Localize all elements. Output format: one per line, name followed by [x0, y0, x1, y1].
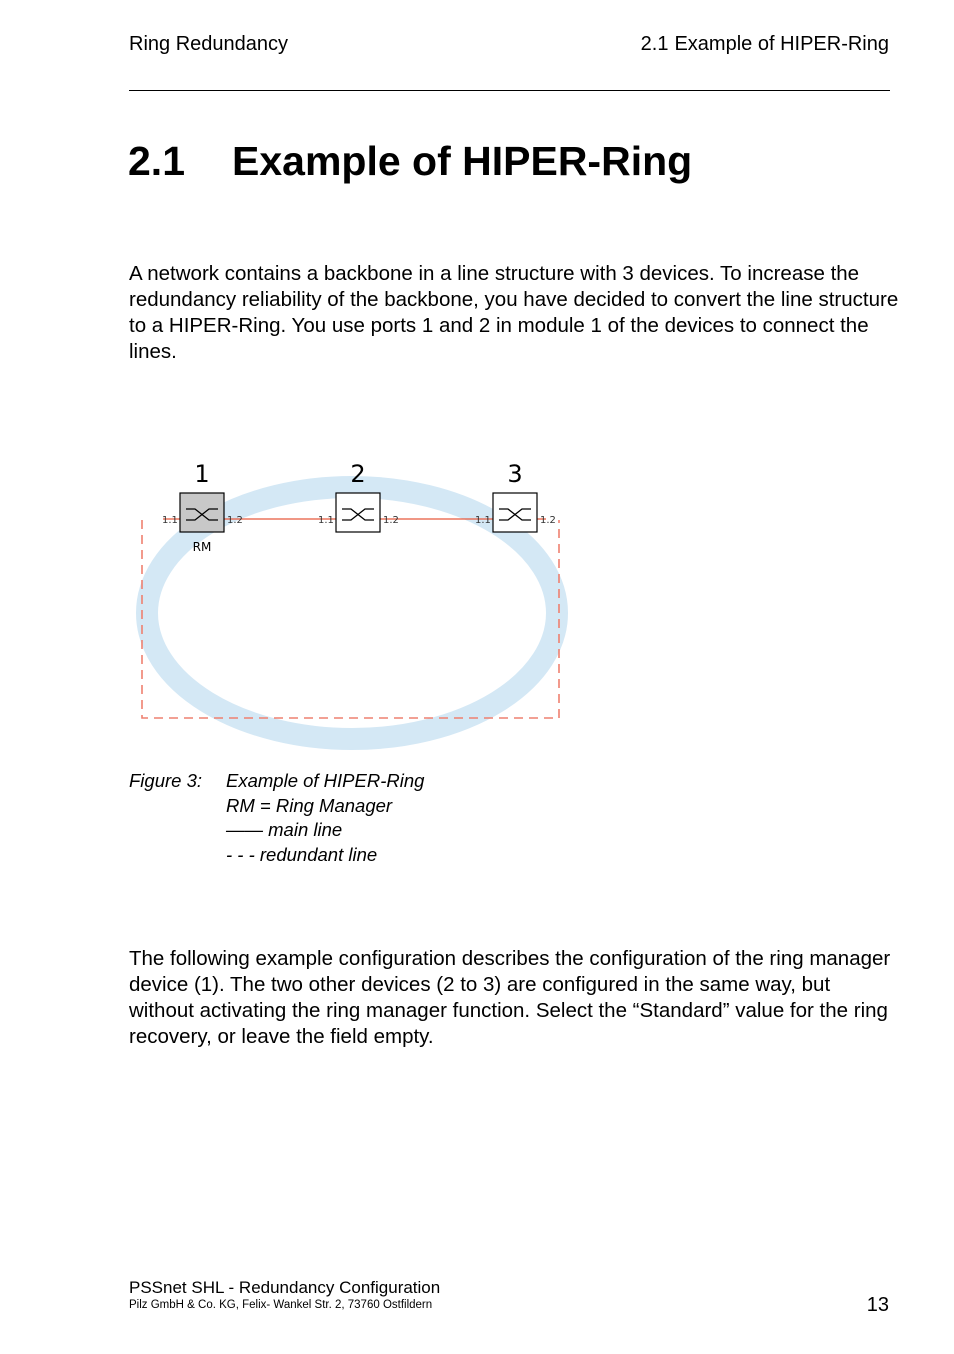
- device-2-switch-box: [336, 493, 380, 532]
- device-3-number: 3: [507, 460, 523, 488]
- device-3-switch-box: [493, 493, 537, 532]
- device-3-port-left: 1.1: [475, 515, 491, 526]
- device-1-port-right: 1.2: [227, 515, 243, 526]
- ring-manager-tag: RM: [192, 540, 212, 554]
- figure-caption-legend-main-line: —— main line: [226, 819, 343, 840]
- figure-caption-title: Example of HIPER-Ring: [226, 770, 425, 791]
- page-number: 13: [866, 1294, 889, 1316]
- page-title-number: 2.1: [128, 138, 185, 184]
- device-3: [475, 460, 556, 532]
- hiper-ring-diagram: [128, 450, 578, 755]
- device-3-port-right: 1.2: [540, 515, 556, 526]
- running-header-section: [641, 33, 889, 56]
- device-1-switch-box: [180, 493, 224, 532]
- figure-caption-lines: [226, 769, 424, 867]
- figure-caption-label: Figure 3:: [129, 770, 203, 791]
- figure-caption-legend-rm: RM = Ring Manager: [226, 794, 393, 816]
- device-2-port-left: 1.1: [318, 515, 334, 526]
- page-title: [128, 138, 692, 185]
- device-2-port-right: 1.2: [383, 515, 399, 526]
- running-header-chapter: Ring Redundancy: [129, 33, 288, 55]
- config-paragraph: The following example configuration describes the configuration of the ring manager device (1). The two other devices (2 to 3) are configured in the same way, but without activating the ring manager function. Select the “Standard” value for the ring recovery, or leave the field empty.: [129, 947, 891, 1048]
- running-header-section-title: Example of HIPER-Ring: [674, 33, 889, 55]
- header-divider: [129, 90, 890, 91]
- intro-paragraph: A network contains a backbone in a line structure with 3 devices. To increase the redundancy reliability of the backbone, you have decided to convert the line structure to a HIPER-Ring. You use ports 1 and 2 in module 1 of the devices to connect the lines.: [129, 262, 899, 363]
- page-title-text: Example of HIPER-Ring: [232, 138, 693, 184]
- footer-address: Pilz GmbH & Co. KG, Felix- Wankel Str. 2, 73760 Ostfildern: [129, 1299, 433, 1311]
- footer-document-title: PSSnet SHL - Redundancy Configuration: [129, 1278, 441, 1297]
- device-2-number: 2: [350, 460, 366, 488]
- figure-caption-legend-redundant-line: - - - redundant line: [226, 843, 378, 865]
- device-1-port-left: 1.1: [162, 515, 178, 526]
- running-header-section-number: 2.1: [640, 33, 669, 55]
- device-1-number: 1: [194, 460, 210, 488]
